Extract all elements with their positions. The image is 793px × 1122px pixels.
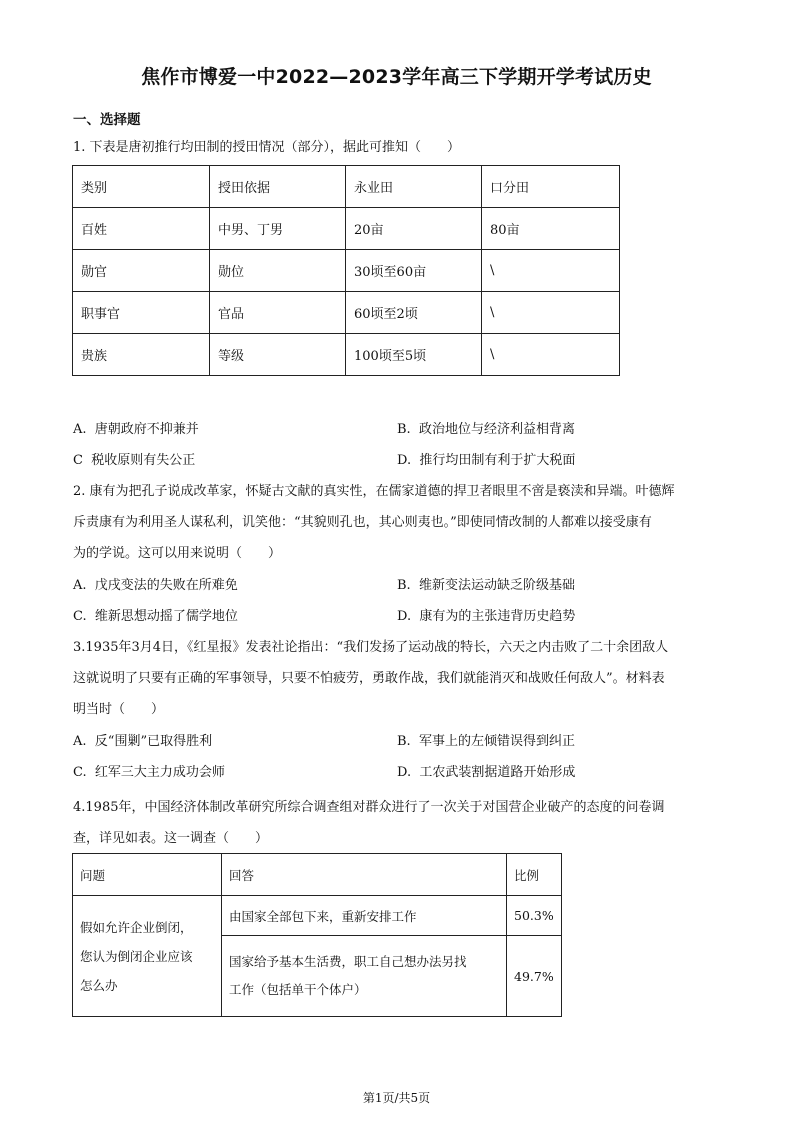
question-stem-text: 下表是唐初推行均田制的授田情况（部分），据此可推知（ ）	[89, 140, 461, 155]
option-d[interactable]	[397, 445, 575, 476]
question-stem-line: 这就说明了只要有正确的军事领导，只要不怕疲劳，勇敢作战，我们就能消灭和战败任何敌人”。材料表	[73, 671, 665, 686]
table-cell: \	[482, 292, 620, 334]
survey-ratio-cell: 49.7%	[507, 936, 562, 1017]
page-title: 焦作市博爱一中2022—2023学年高三下学期开学考试历史	[141, 66, 652, 88]
question-1	[73, 132, 723, 163]
option-d[interactable]	[397, 601, 575, 632]
survey-question-line: 怎么办	[80, 977, 118, 993]
option-text: 戊戌变法的失败在所难免	[94, 578, 238, 593]
table-cell: 百姓	[73, 208, 210, 250]
header-cell: 授田依据	[210, 166, 346, 208]
survey-question-line: 您认为倒闭企业应该	[80, 948, 193, 964]
option-text: 军事上的左倾错误得到纠正	[418, 734, 575, 749]
question-stem-text: 康有为把孔子说成改革家，怀疑古文献的真实性，在儒家道德的捍卫者眼里不啻是亵渎和异端。叶德辉	[89, 484, 675, 499]
land-grant-table	[72, 165, 620, 376]
option-c[interactable]	[73, 601, 238, 632]
question-stem-line: 斥责康有为利用圣人谋私利，讥笑他：“其貌则孔也，其心则夷也。”即使同情改制的人都难以接受康有	[73, 515, 652, 530]
option-label: C	[73, 453, 83, 468]
table-row	[73, 896, 562, 936]
table-cell: 勋位	[210, 250, 346, 292]
table-cell: 80亩	[482, 208, 620, 250]
table-header-row	[73, 166, 620, 208]
option-label: D.	[397, 765, 412, 780]
question-stem-text: 1985年，中国经济体制改革研究所综合调查组对群众进行了一次关于对国营企业破产的态度的问卷调	[85, 800, 665, 815]
table-cell: 中男、丁男	[210, 208, 346, 250]
question-number: 2.	[73, 484, 86, 499]
option-text: 维新变法运动缺乏阶级基础	[418, 578, 575, 593]
option-text: 维新思想动摇了儒学地位	[94, 609, 238, 624]
question-stem-line	[73, 476, 723, 507]
question-stem-line: 明当时（ ）	[73, 702, 165, 717]
question-number: 3.	[73, 640, 86, 655]
table-header-row	[73, 854, 562, 896]
option-a[interactable]	[73, 414, 199, 445]
question-stem-line: 为的学说。这可以用来说明（ ）	[73, 546, 282, 561]
option-text: 税收原则有失公正	[91, 453, 196, 468]
option-text: 推行均田制有利于扩大税面	[419, 453, 576, 468]
table-cell: 职事官	[73, 292, 210, 334]
header-cell: 类别	[73, 166, 210, 208]
option-b[interactable]	[397, 414, 575, 445]
page-footer: 第1页/共5页	[362, 1091, 431, 1105]
option-label: D.	[397, 453, 412, 468]
header-cell: 永业田	[346, 166, 482, 208]
survey-question-cell	[73, 896, 222, 1017]
header-cell: 比例	[507, 854, 562, 896]
option-label: C.	[73, 765, 87, 780]
survey-table	[72, 853, 562, 1017]
option-label: B.	[397, 734, 411, 749]
question-3	[73, 632, 723, 725]
option-b[interactable]	[397, 726, 575, 757]
question-1-options	[73, 414, 723, 476]
option-c[interactable]	[73, 757, 225, 788]
table-row	[73, 208, 620, 250]
question-stem-line	[73, 632, 723, 663]
table-cell: 贵族	[73, 334, 210, 376]
option-label: B.	[397, 422, 411, 437]
table-cell: 官品	[210, 292, 346, 334]
table-cell: 60顷至2顷	[346, 292, 482, 334]
question-4	[73, 792, 723, 854]
header-cell: 口分田	[482, 166, 620, 208]
question-stem-line	[73, 792, 723, 823]
table-cell: 20亩	[346, 208, 482, 250]
survey-answer-cell	[222, 936, 507, 1017]
table-cell: 30顷至60亩	[346, 250, 482, 292]
option-text: 红军三大主力成功会师	[94, 765, 225, 780]
option-c[interactable]	[73, 445, 195, 476]
section-heading: 一、选择题	[73, 112, 141, 128]
table-row	[73, 250, 620, 292]
header-cell: 问题	[73, 854, 222, 896]
option-text: 反“围剿”已取得胜利	[94, 734, 213, 749]
survey-answer-line: 由国家全部包下来，重新安排工作	[229, 908, 417, 924]
question-number: 4.	[73, 800, 86, 815]
table-row	[73, 292, 620, 334]
option-text: 唐朝政府不抑兼并	[94, 422, 199, 437]
table-cell: 勋官	[73, 250, 210, 292]
question-number: 1.	[73, 140, 86, 155]
question-2	[73, 476, 723, 569]
question-stem-text: 1935年3月4日，《红星报》发表社论指出：“我们发扬了运动战的特长，六天之内击败了二十余团敌人	[85, 640, 669, 655]
survey-answer-line: 国家给予基本生活费，职工自己想办法另找	[229, 954, 467, 969]
option-text: 康有为的主张违背历史趋势	[419, 609, 576, 624]
option-a[interactable]	[73, 726, 212, 757]
option-b[interactable]	[397, 570, 575, 601]
survey-answer-line: 工作（包括单干个体户）	[229, 982, 367, 997]
option-label: A.	[73, 422, 87, 437]
question-3-options	[73, 726, 723, 788]
table-cell: \	[482, 250, 620, 292]
option-label: D.	[397, 609, 412, 624]
table-cell: \	[482, 334, 620, 376]
header-cell: 回答	[222, 854, 507, 896]
option-label: A.	[73, 578, 87, 593]
survey-ratio-cell: 50.3%	[507, 896, 562, 936]
option-label: A.	[73, 734, 87, 749]
question-stem-line: 查，详见如表。这一调查（ ）	[73, 831, 269, 846]
question-2-options	[73, 570, 723, 632]
table-cell: 100顷至5顷	[346, 334, 482, 376]
question-stem-line	[73, 132, 723, 163]
survey-answer-cell	[222, 896, 507, 936]
option-d[interactable]	[397, 757, 575, 788]
option-label: C.	[73, 609, 87, 624]
option-text: 工农武装割据道路开始形成	[419, 765, 576, 780]
option-a[interactable]	[73, 570, 238, 601]
option-label: B.	[397, 578, 411, 593]
survey-question-line: 假如允许企业倒闭，	[80, 919, 193, 935]
table-row	[73, 334, 620, 376]
table-cell: 等级	[210, 334, 346, 376]
option-text: 政治地位与经济利益相背离	[418, 422, 575, 437]
